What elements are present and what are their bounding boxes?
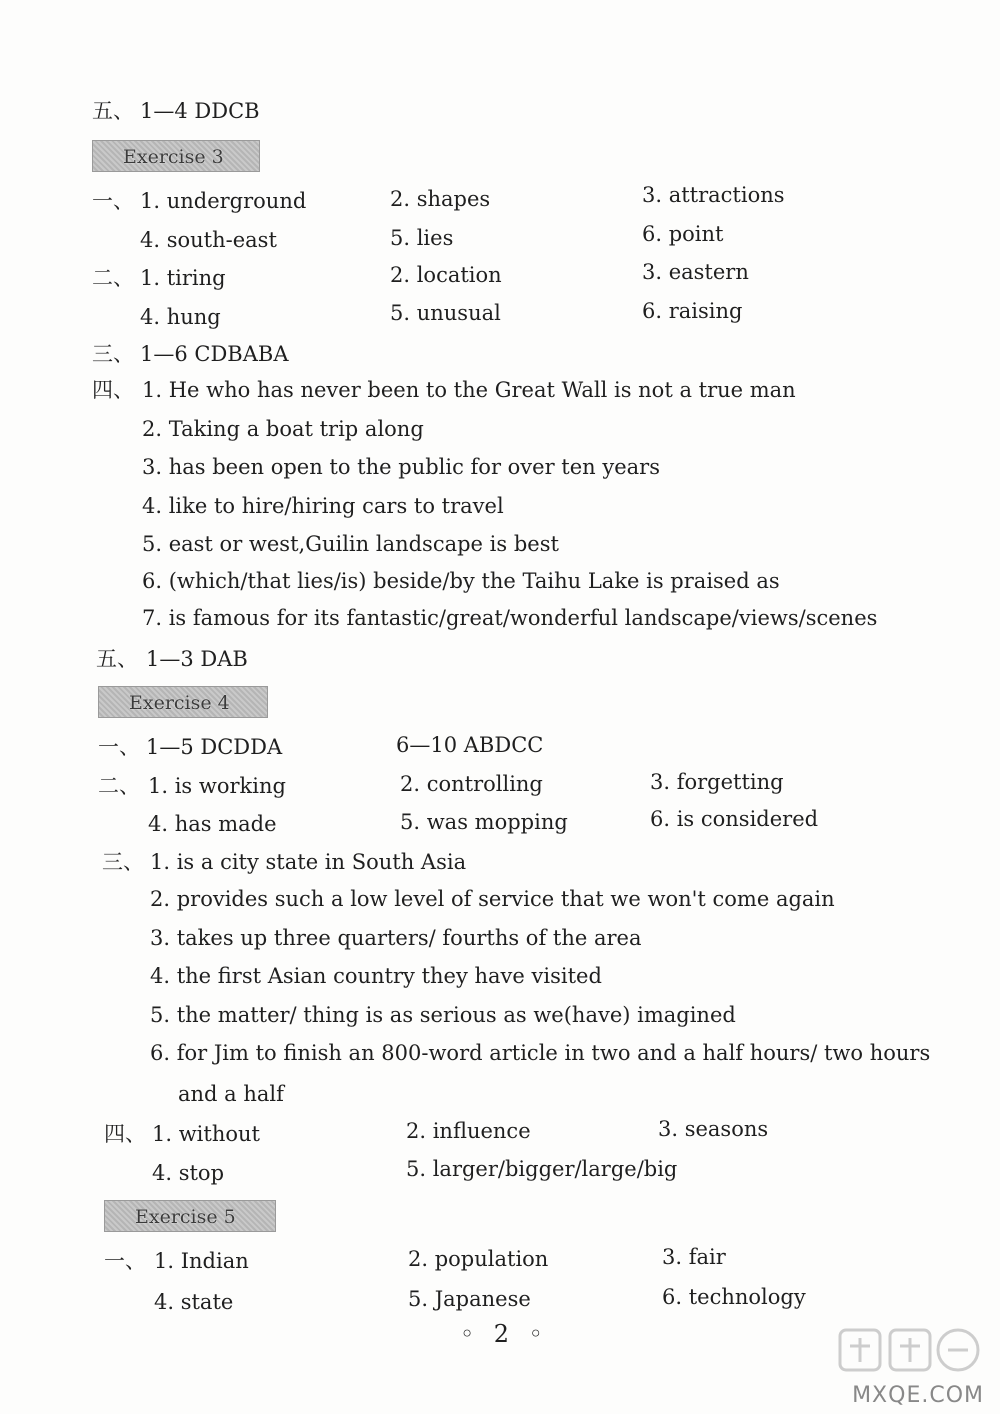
exercise-header: Exercise 5: [104, 1200, 276, 1232]
watermark-text: MXQE.COM: [852, 1383, 984, 1408]
answer-item: 1. without: [152, 1122, 260, 1146]
answer-line: 5. the matter/ thing is as serious as we(have) imagined: [150, 1003, 736, 1027]
answer-item: 3. eastern: [642, 260, 749, 284]
answer-item: 4. state: [154, 1290, 234, 1314]
answer-item: 4. south-east: [140, 228, 277, 252]
answer-item: 6. is considered: [650, 807, 819, 831]
section-mark: 四、: [104, 1122, 146, 1146]
answer-line: 4. the first Asian country they have visited: [150, 964, 602, 988]
section-mark: 五、: [96, 647, 138, 671]
page-number: ◦ 2 ◦: [460, 1320, 549, 1348]
answer-item: 5. lies: [390, 226, 454, 250]
answer-item: 2. influence: [406, 1119, 531, 1143]
answer-line: 5. east or west,Guilin landscape is best: [142, 532, 559, 556]
section-mark: 二、: [92, 266, 134, 290]
answer-item: 5. unusual: [390, 301, 501, 325]
answer-item: 1. Indian: [154, 1249, 249, 1273]
answer-item: 5. Japanese: [408, 1287, 531, 1311]
exercise-header: Exercise 3: [92, 140, 260, 172]
answer-item: 6. point: [642, 222, 724, 246]
section-mark: 一、: [92, 189, 134, 213]
section-mark: 一、: [98, 735, 140, 759]
answer-item: 4. stop: [152, 1161, 225, 1185]
answer-line: 1. He who has never been to the Great Wall is not a true man: [142, 378, 796, 402]
answer-line: 2. provides such a low level of service that we won't come again: [150, 887, 835, 911]
answer-line: and a half: [178, 1082, 284, 1106]
answer-line: 1—4 DDCB: [140, 99, 260, 123]
answer-line: 4. like to hire/hiring cars to travel: [142, 494, 504, 518]
section-mark: 五、: [92, 99, 134, 123]
answer-line: 7. is famous for its fantastic/great/wonderful landscape/views/scenes: [142, 606, 878, 630]
section-mark: 三、: [102, 850, 144, 874]
answer-line: 1—5 DCDDA: [146, 735, 283, 759]
section-mark: 一、: [104, 1249, 146, 1273]
answer-item: 1. underground: [140, 189, 307, 213]
answer-item: 2. population: [408, 1247, 549, 1271]
answer-item: 3. forgetting: [650, 770, 784, 794]
answer-item: 1. is working: [148, 774, 286, 798]
answer-line: 2. Taking a boat trip along: [142, 417, 424, 441]
answer-item: 2. location: [390, 263, 502, 287]
answer-line: 3. takes up three quarters/ fourths of the area: [150, 926, 642, 950]
answer-line: 6—10 ABDCC: [396, 733, 544, 757]
answer-item: 1. tiring: [140, 266, 226, 290]
answer-item: 3. seasons: [658, 1117, 769, 1141]
answer-line: 1. is a city state in South Asia: [150, 850, 467, 874]
section-mark: 二、: [98, 774, 140, 798]
answer-line: 6. (which/that lies/is) beside/by the Taihu Lake is praised as: [142, 569, 780, 593]
answer-line: 3. has been open to the public for over ten years: [142, 455, 660, 479]
answer-item: 2. shapes: [390, 187, 491, 211]
answer-item: 4. has made: [148, 812, 277, 836]
section-mark: 四、: [92, 378, 134, 402]
answer-line: 6. for Jim to finish an 800-word article in two and a half hours/ two hours: [150, 1041, 931, 1065]
answer-item: 5. larger/bigger/large/big: [406, 1157, 678, 1181]
answer-item: 3. fair: [662, 1245, 726, 1269]
answer-item: 5. was mopping: [400, 810, 568, 834]
answer-item: 4. hung: [140, 305, 221, 329]
section-mark: 三、: [92, 342, 134, 366]
answer-item: 3. attractions: [642, 183, 785, 207]
answer-item: 6. technology: [662, 1285, 806, 1309]
exercise-header: Exercise 4: [98, 686, 268, 718]
answer-line: 1—6 CDBABA: [140, 342, 289, 366]
answer-line: 1—3 DAB: [146, 647, 248, 671]
answer-item: 6. raising: [642, 299, 743, 323]
answer-item: 2. controlling: [400, 772, 543, 796]
